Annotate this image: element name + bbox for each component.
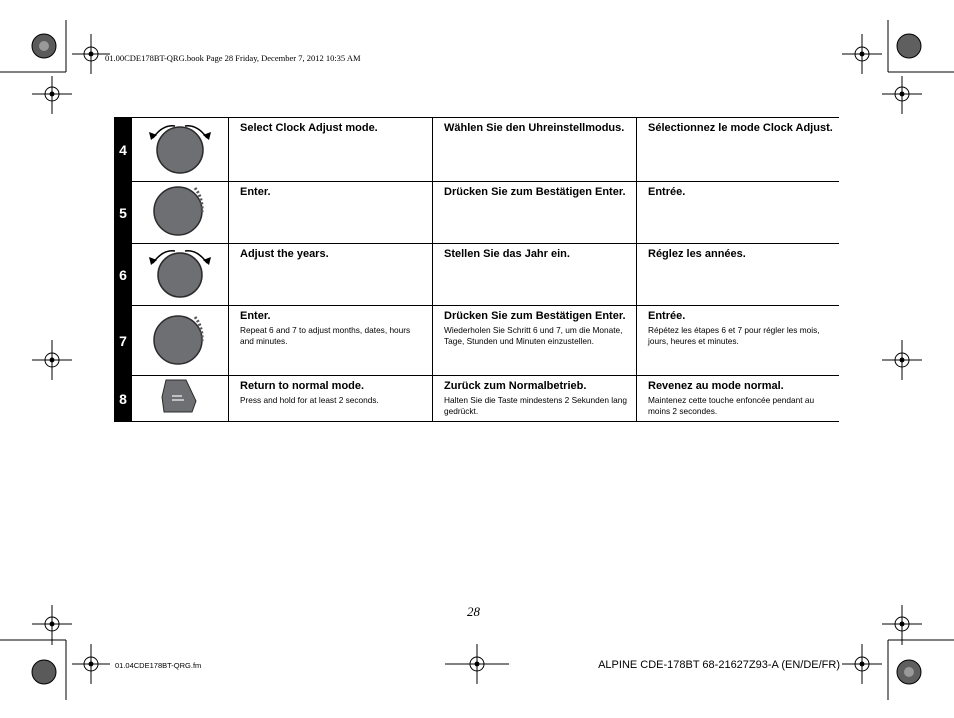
step-fr-note: Maintenez cette touche enfoncée pendant au moins 2 secondes. (648, 395, 815, 416)
step-de-title: Drücken Sie zum Bestätigen Enter. (444, 186, 626, 198)
step-de-title: Stellen Sie das Jahr ein. (444, 248, 570, 260)
rotary-knob-rotate-icon (132, 244, 229, 306)
steps-table (114, 117, 839, 422)
header-file-info: 01.00CDE178BT-QRG.book Page 28 Friday, December 7, 2012 10:35 AM (105, 53, 361, 63)
step-en-title: Enter. (240, 310, 271, 322)
step-row (114, 118, 839, 182)
rotary-knob-rotate-icon (132, 118, 229, 182)
step-de-note: Wiederholen Sie Schritt 6 und 7, um die Monate, Tage, Stunden und Minuten einzustellen. (444, 325, 623, 346)
return-button-icon (132, 376, 229, 422)
step-number: 6 (114, 244, 132, 306)
step-row (114, 182, 839, 244)
step-fr-title: Entrée. (648, 186, 686, 198)
step-number: 8 (114, 376, 132, 422)
step-number: 7 (114, 306, 132, 376)
step-fr-title: Revenez au mode normal. (648, 380, 784, 392)
step-number: 4 (114, 118, 132, 182)
step-de-title: Zurück zum Normalbetrieb. (444, 380, 587, 392)
step-en-title: Return to normal mode. (240, 380, 365, 392)
step-en-note: Repeat 6 and 7 to adjust months, dates, hours and minutes. (240, 325, 411, 346)
step-row (114, 244, 839, 306)
step-en-title: Select Clock Adjust mode. (240, 122, 378, 134)
footer-model-info: ALPINE CDE-178BT 68-21627Z93-A (EN/DE/FR) (598, 659, 840, 671)
step-row (114, 306, 839, 376)
step-fr-title: Sélectionnez le mode Clock Adjust. (648, 122, 833, 134)
step-row (114, 376, 839, 422)
rotary-knob-press-icon (132, 306, 229, 376)
rotary-knob-press-icon (132, 182, 229, 244)
page-number: 28 (467, 604, 480, 619)
step-de-title: Drücken Sie zum Bestätigen Enter. (444, 310, 626, 322)
step-en-note: Press and hold for at least 2 seconds. (240, 395, 379, 405)
step-en-title: Enter. (240, 186, 271, 198)
step-number: 5 (114, 182, 132, 244)
step-fr-title: Entrée. (648, 310, 686, 322)
step-de-note: Halten Sie die Taste mindestens 2 Sekunden lang gedrückt. (444, 395, 627, 416)
step-en-title: Adjust the years. (240, 248, 329, 260)
step-fr-title: Réglez les années. (648, 248, 746, 260)
step-fr-note: Répétez les étapes 6 et 7 pour régler les mois, jours, heures et minutes. (648, 325, 820, 346)
step-de-title: Wählen Sie den Uhreinstellmodus. (444, 122, 625, 134)
footer-file-name: 01.04CDE178BT-QRG.fm (115, 661, 202, 670)
